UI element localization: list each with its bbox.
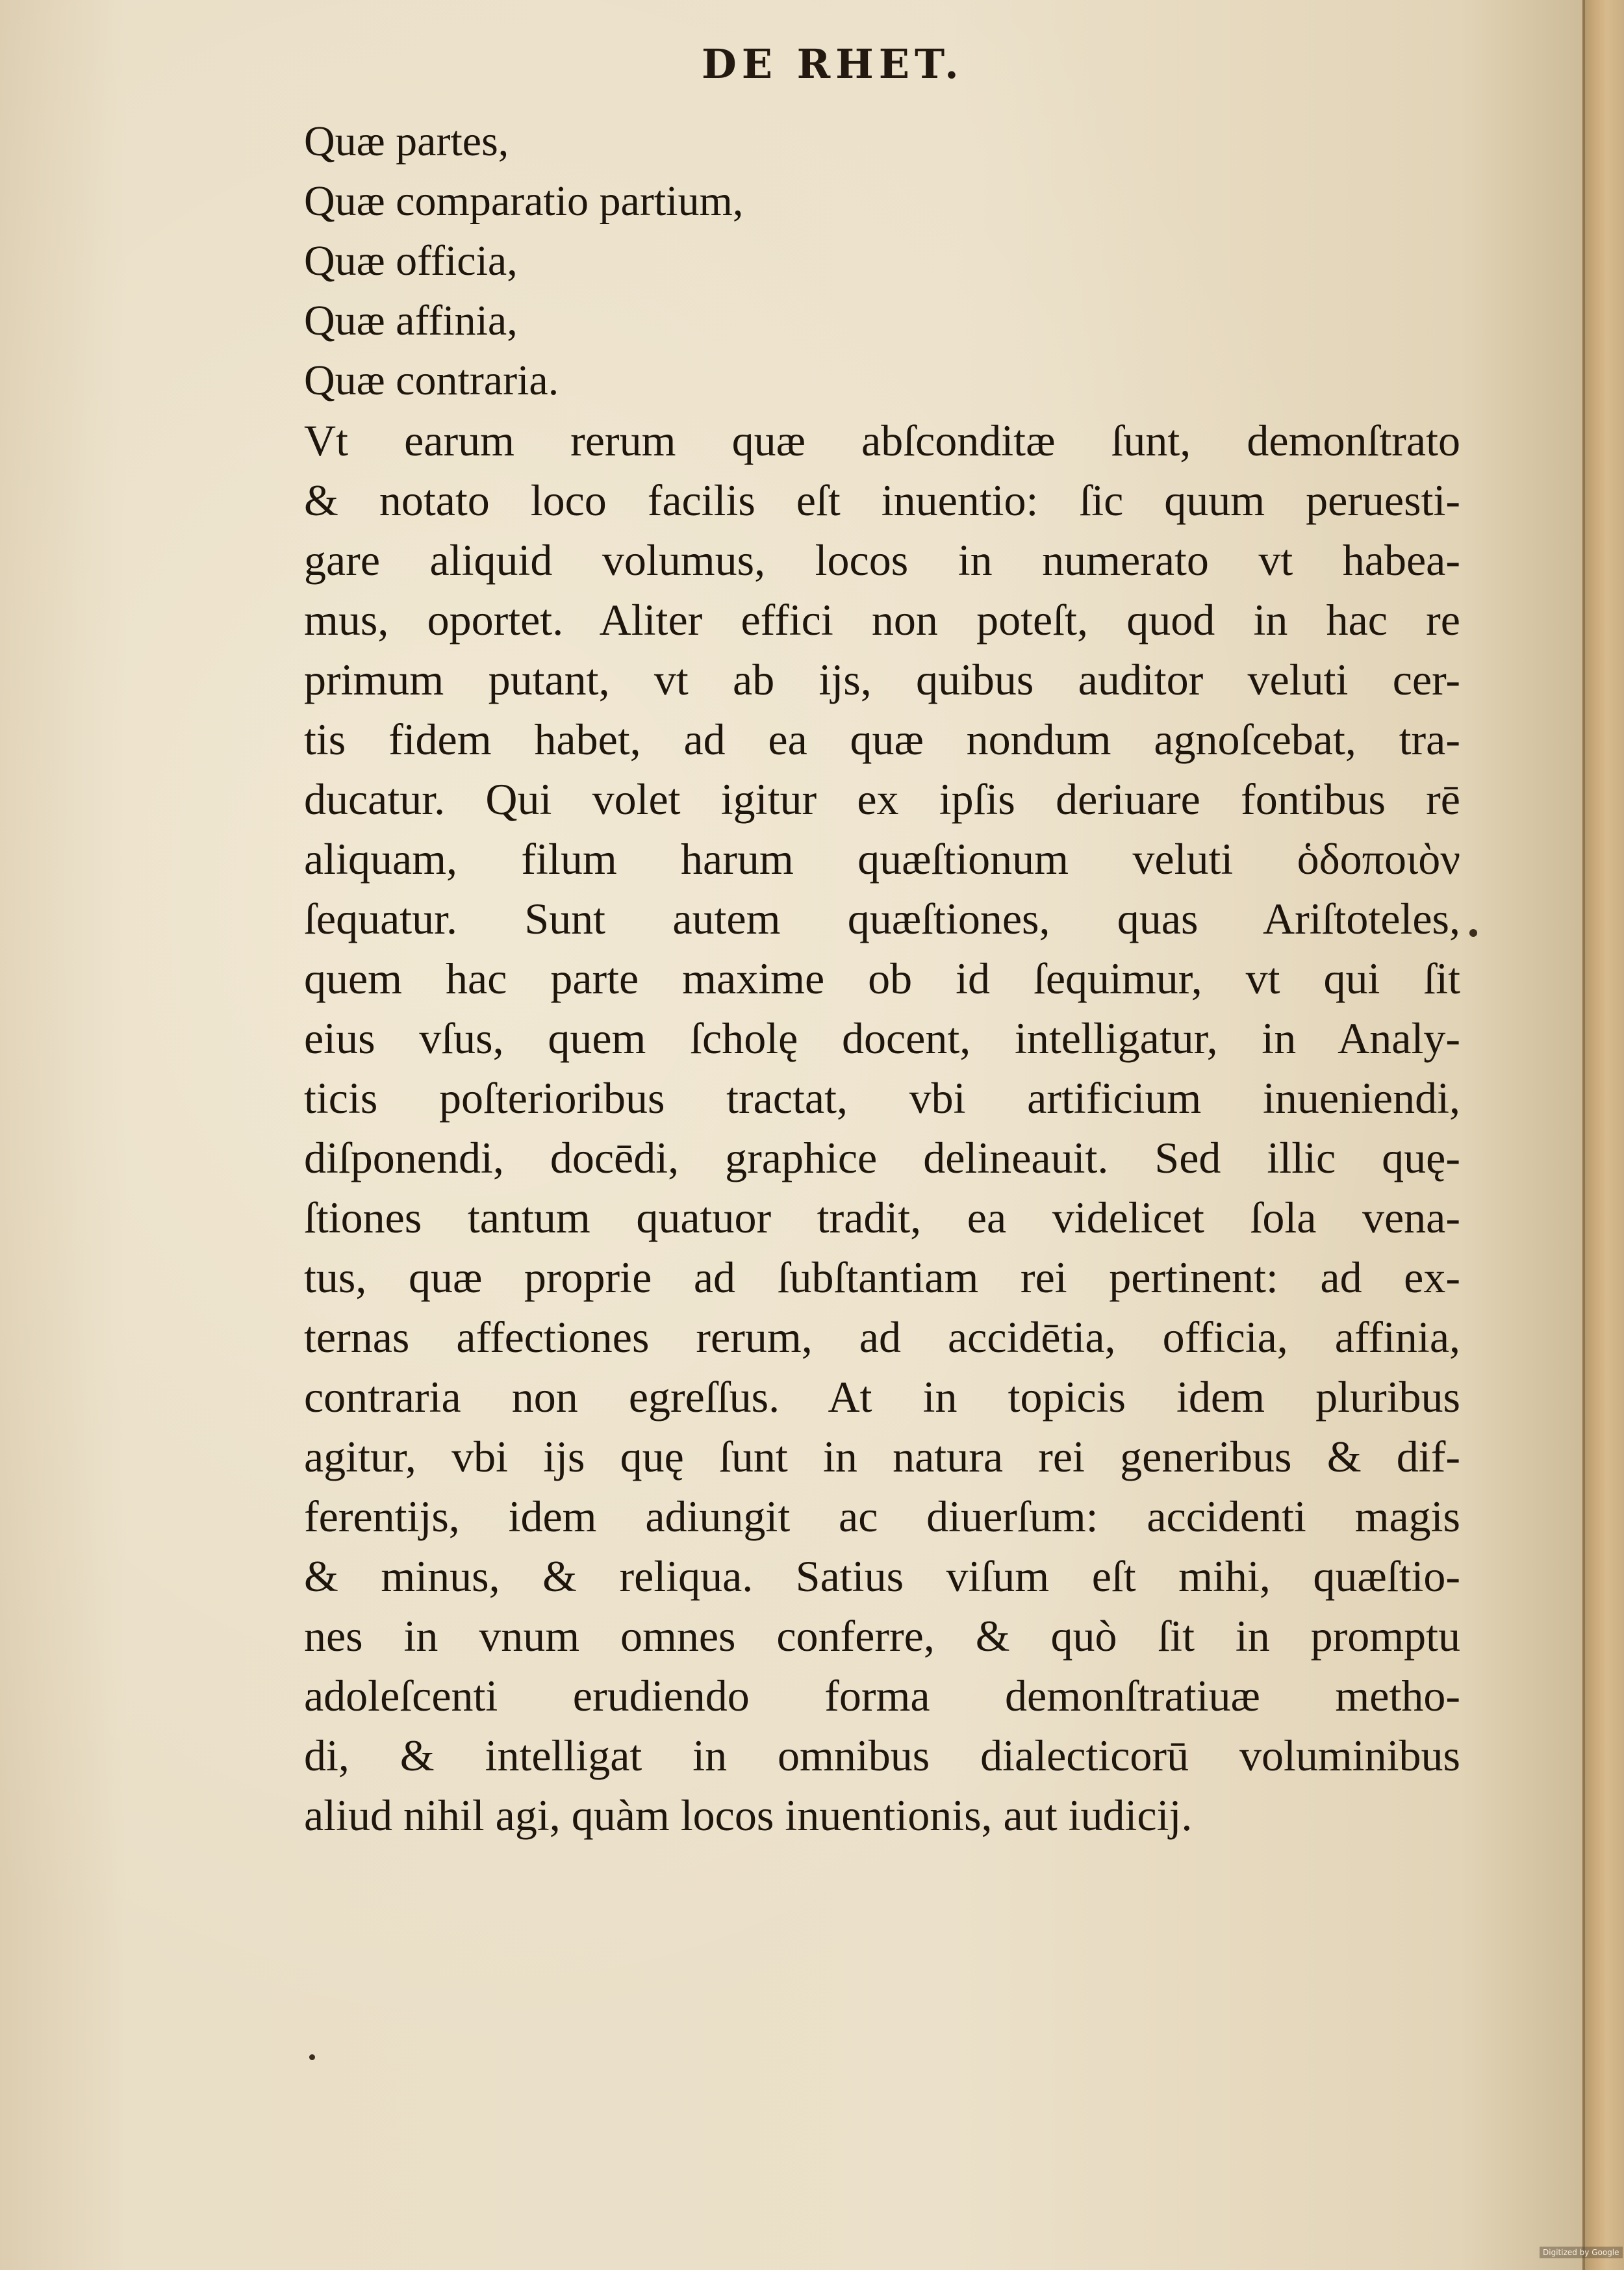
body-line: tus, quæ proprie ad ſubſtantiam rei pertinent: ad ex- [304, 1253, 1460, 1302]
body-line: ferentijs, idem adiungit ac diuerſum: accidenti magis [304, 1492, 1460, 1541]
body-line: & notato loco facilis eſt inuentio: ſic quum peruesti- [304, 476, 1460, 525]
body-line: primum putant, vt ab ijs, quibus auditor veluti cer- [304, 655, 1460, 704]
body-line: diſponendi, docēdi, graphice delineauit. Sed illic quę- [304, 1133, 1460, 1182]
body-line: di, & intelligat in omnibus dialecticorū voluminibus [304, 1731, 1460, 1780]
body-line: agitur, vbi ijs quę ſunt in natura rei generibus & dif- [304, 1432, 1460, 1481]
body-line: tis fidem habet, ad ea quæ nondum agnoſcebat, tra- [304, 715, 1460, 764]
body-line: ſequatur. Sunt autem quæſtiones, quas Ariſtoteles, [304, 894, 1460, 943]
body-line: ticis poſterioribus tractat, vbi artificium inueniendi, [304, 1073, 1460, 1123]
body-line: eius vſus, quem ſcholę docent, intelligatur, in Analy- [304, 1014, 1460, 1063]
body-line: aliquam, filum harum quæſtionum veluti ὁδοποιὸν [304, 834, 1460, 884]
list-line: Quæ partes, [304, 118, 509, 165]
list-line: Quæ officia, [304, 237, 518, 285]
ink-spot [1469, 929, 1477, 937]
list-line: Quæ contraria. [304, 357, 559, 404]
body-line: gare aliquid volumus, locos in numerato vt habea- [304, 535, 1460, 585]
body-line: ternas affectiones rerum, ad accidētia, officia, affinia, [304, 1312, 1460, 1362]
running-header: DE RHET. [702, 40, 964, 88]
body-line: nes in vnum omnes conferre, & quò ſit in promptu [304, 1611, 1460, 1661]
list-line: Quæ comparatio partium, [304, 177, 744, 225]
body-line: quem hac parte maxime ob id ſequimur, vt qui ſit [304, 954, 1460, 1003]
body-line: & minus, & reliqua. Satius viſum eſt mihi, quæſtio- [304, 1551, 1460, 1601]
list-line: Quæ affinia, [304, 297, 518, 344]
body-line: ducatur. Qui volet igitur ex ipſis deriuare fontibus rē [304, 774, 1460, 824]
body-line: mus, oportet. Aliter effici non poteſt, quod in hac re [304, 595, 1460, 644]
page-text [304, 112, 1460, 1845]
book-edge [1585, 0, 1624, 2270]
body-line: contraria non egreſſus. At in topicis idem pluribus [304, 1372, 1460, 1422]
body-line: adoleſcenti erudiendo forma demonſtratiuæ metho- [304, 1671, 1460, 1720]
digitization-stamp: Digitized by Google [1540, 2247, 1623, 2258]
ink-spot [309, 2054, 315, 2060]
body-line: ſtiones tantum quatuor tradit, ea videlicet ſola vena- [304, 1193, 1460, 1242]
body-line: aliud nihil agi, quàm locos inuentionis, aut iudicij. [304, 1791, 1193, 1840]
body-line: Vt earum rerum quæ abſconditæ ſunt, demonſtrato [304, 416, 1460, 465]
